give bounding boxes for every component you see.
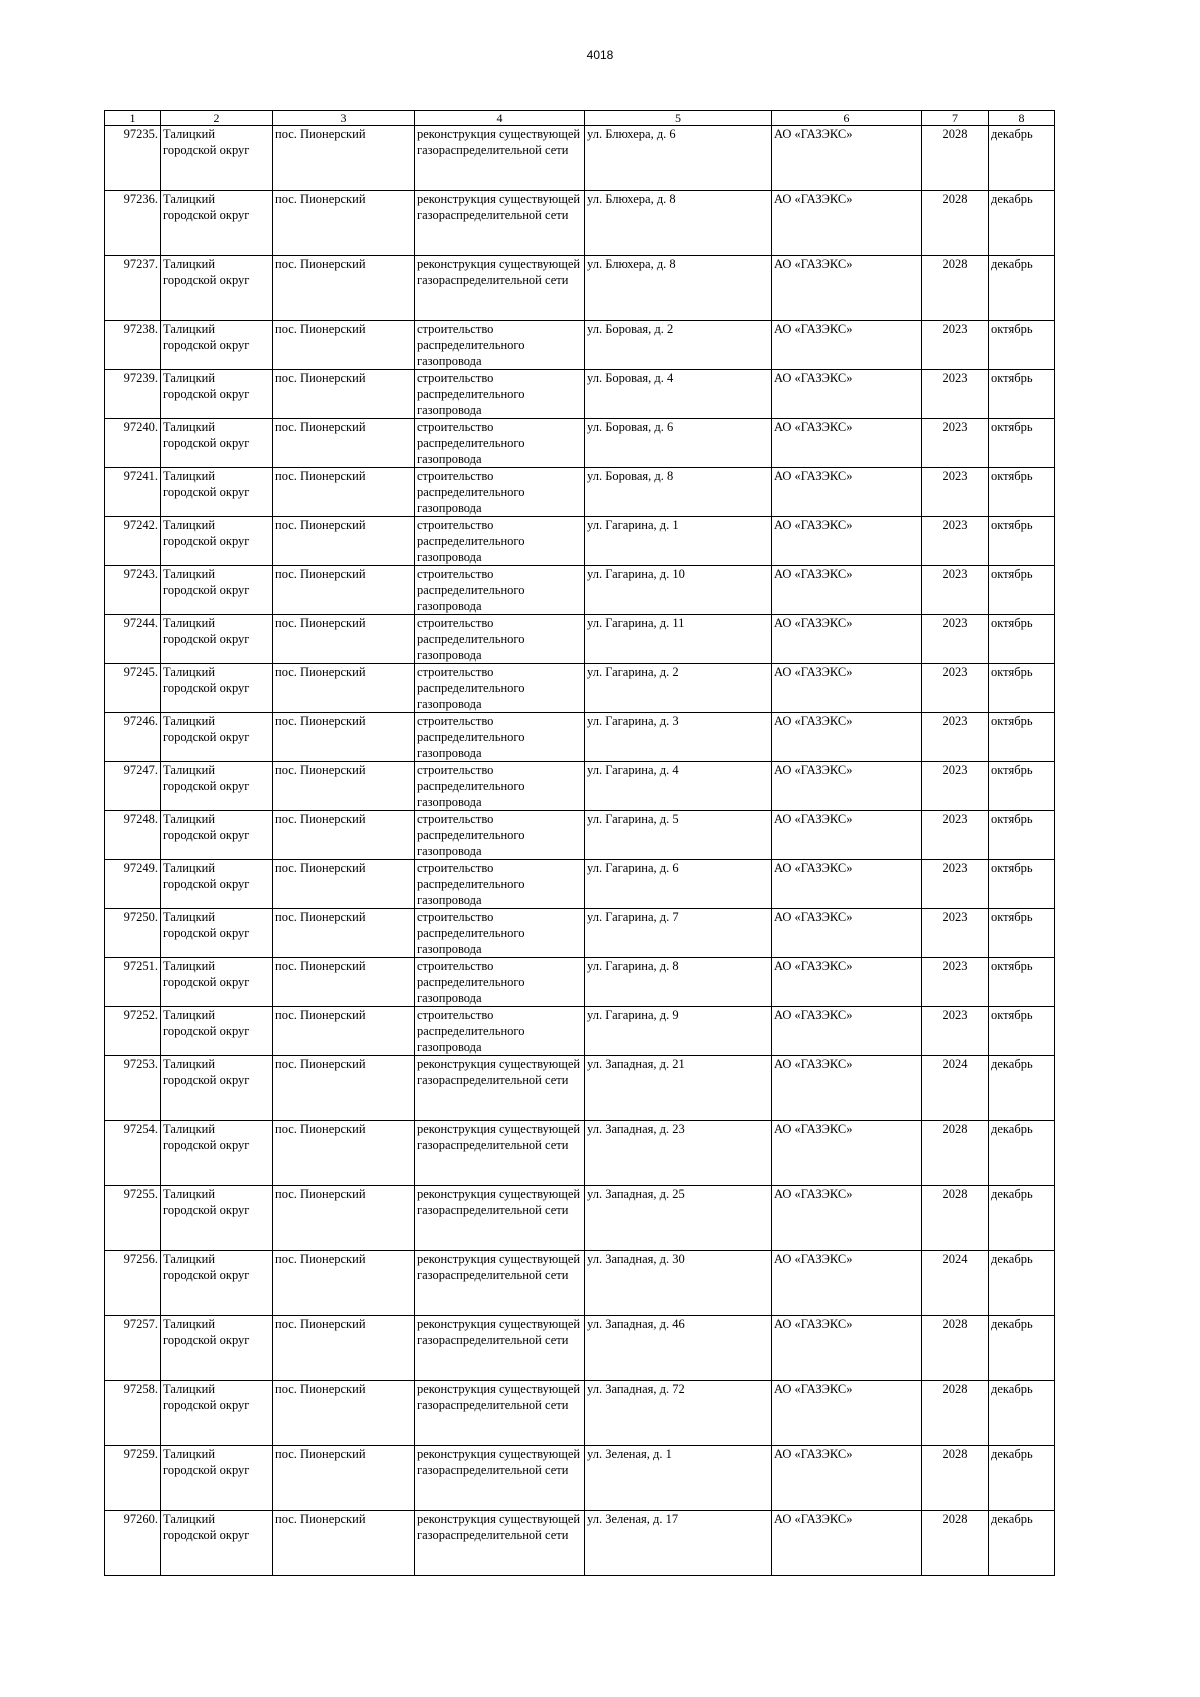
month-cell: декабрь	[989, 1121, 1055, 1186]
record-number: 97242.	[105, 517, 161, 566]
address-cell: ул. Блюхера, д. 8	[585, 256, 772, 321]
year-cell: 2024	[922, 1056, 989, 1121]
work-type-cell: реконструкция существующей газораспределительной сети	[415, 191, 585, 256]
month-cell: декабрь	[989, 1056, 1055, 1121]
month-cell: декабрь	[989, 1251, 1055, 1316]
locality-cell: пос. Пионерский	[273, 566, 415, 615]
table-row	[105, 664, 1055, 713]
work-type-cell: строительство распределительного газопровода	[415, 958, 585, 1007]
address-cell: ул. Зеленая, д. 1	[585, 1446, 772, 1511]
locality-cell: пос. Пионерский	[273, 713, 415, 762]
work-type-cell: строительство распределительного газопровода	[415, 321, 585, 370]
organization-cell: АО «ГАЗЭКС»	[772, 811, 922, 860]
year-cell: 2028	[922, 126, 989, 191]
record-number: 97253.	[105, 1056, 161, 1121]
work-type-cell: строительство распределительного газопровода	[415, 909, 585, 958]
address-cell: ул. Западная, д. 21	[585, 1056, 772, 1121]
work-type-cell: строительство распределительного газопровода	[415, 1007, 585, 1056]
table-row	[105, 1251, 1055, 1316]
year-cell: 2023	[922, 811, 989, 860]
locality-cell: пос. Пионерский	[273, 860, 415, 909]
year-cell: 2023	[922, 517, 989, 566]
organization-cell: АО «ГАЗЭКС»	[772, 664, 922, 713]
table-row	[105, 1186, 1055, 1251]
month-cell: декабрь	[989, 1381, 1055, 1446]
table-body	[105, 111, 1055, 1576]
record-number: 97237.	[105, 256, 161, 321]
year-cell: 2028	[922, 1381, 989, 1446]
record-number: 97256.	[105, 1251, 161, 1316]
record-number: 97244.	[105, 615, 161, 664]
table-row	[105, 419, 1055, 468]
record-number: 97245.	[105, 664, 161, 713]
column-number: 5	[585, 111, 772, 126]
year-cell: 2023	[922, 321, 989, 370]
address-cell: ул. Гагарина, д. 11	[585, 615, 772, 664]
table-row	[105, 191, 1055, 256]
district-cell: Талицкий городской округ	[161, 664, 273, 713]
table-row	[105, 1381, 1055, 1446]
record-number: 97260.	[105, 1511, 161, 1576]
month-cell: декабрь	[989, 256, 1055, 321]
table-row	[105, 468, 1055, 517]
month-cell: октябрь	[989, 958, 1055, 1007]
year-cell: 2023	[922, 762, 989, 811]
locality-cell: пос. Пионерский	[273, 811, 415, 860]
month-cell: октябрь	[989, 517, 1055, 566]
district-cell: Талицкий городской округ	[161, 909, 273, 958]
organization-cell: АО «ГАЗЭКС»	[772, 1007, 922, 1056]
table-row	[105, 1056, 1055, 1121]
record-number: 97252.	[105, 1007, 161, 1056]
month-cell: декабрь	[989, 191, 1055, 256]
district-cell: Талицкий городской округ	[161, 321, 273, 370]
year-cell: 2023	[922, 419, 989, 468]
locality-cell: пос. Пионерский	[273, 1186, 415, 1251]
locality-cell: пос. Пионерский	[273, 909, 415, 958]
work-type-cell: строительство распределительного газопровода	[415, 664, 585, 713]
record-number: 97249.	[105, 860, 161, 909]
record-number: 97236.	[105, 191, 161, 256]
organization-cell: АО «ГАЗЭКС»	[772, 909, 922, 958]
address-cell: ул. Боровая, д. 2	[585, 321, 772, 370]
work-type-cell: строительство распределительного газопровода	[415, 811, 585, 860]
year-cell: 2028	[922, 1121, 989, 1186]
month-cell: октябрь	[989, 566, 1055, 615]
address-cell: ул. Блюхера, д. 8	[585, 191, 772, 256]
district-cell: Талицкий городской округ	[161, 419, 273, 468]
address-cell: ул. Блюхера, д. 6	[585, 126, 772, 191]
district-cell: Талицкий городской округ	[161, 958, 273, 1007]
record-number: 97259.	[105, 1446, 161, 1511]
district-cell: Талицкий городской округ	[161, 713, 273, 762]
organization-cell: АО «ГАЗЭКС»	[772, 370, 922, 419]
work-type-cell: строительство распределительного газопровода	[415, 370, 585, 419]
district-cell: Талицкий городской округ	[161, 860, 273, 909]
table-row	[105, 713, 1055, 762]
organization-cell: АО «ГАЗЭКС»	[772, 1056, 922, 1121]
locality-cell: пос. Пионерский	[273, 615, 415, 664]
locality-cell: пос. Пионерский	[273, 419, 415, 468]
month-cell: октябрь	[989, 615, 1055, 664]
organization-cell: АО «ГАЗЭКС»	[772, 860, 922, 909]
organization-cell: АО «ГАЗЭКС»	[772, 566, 922, 615]
record-number: 97257.	[105, 1316, 161, 1381]
locality-cell: пос. Пионерский	[273, 321, 415, 370]
address-cell: ул. Гагарина, д. 8	[585, 958, 772, 1007]
address-cell: ул. Зеленая, д. 17	[585, 1511, 772, 1576]
table-row	[105, 958, 1055, 1007]
table-row	[105, 1316, 1055, 1381]
organization-cell: АО «ГАЗЭКС»	[772, 517, 922, 566]
month-cell: октябрь	[989, 811, 1055, 860]
locality-cell: пос. Пионерский	[273, 256, 415, 321]
organization-cell: АО «ГАЗЭКС»	[772, 1316, 922, 1381]
year-cell: 2023	[922, 664, 989, 713]
year-cell: 2023	[922, 713, 989, 762]
locality-cell: пос. Пионерский	[273, 762, 415, 811]
address-cell: ул. Гагарина, д. 6	[585, 860, 772, 909]
year-cell: 2028	[922, 256, 989, 321]
work-type-cell: реконструкция существующей газораспределительной сети	[415, 1316, 585, 1381]
locality-cell: пос. Пионерский	[273, 958, 415, 1007]
district-cell: Талицкий городской округ	[161, 1007, 273, 1056]
district-cell: Талицкий городской округ	[161, 1121, 273, 1186]
work-type-cell: реконструкция существующей газораспределительной сети	[415, 1186, 585, 1251]
organization-cell: АО «ГАЗЭКС»	[772, 762, 922, 811]
month-cell: октябрь	[989, 419, 1055, 468]
year-cell: 2023	[922, 860, 989, 909]
record-number: 97235.	[105, 126, 161, 191]
district-cell: Талицкий городской округ	[161, 370, 273, 419]
district-cell: Талицкий городской округ	[161, 1446, 273, 1511]
year-cell: 2023	[922, 958, 989, 1007]
work-type-cell: реконструкция существующей газораспределительной сети	[415, 1446, 585, 1511]
work-type-cell: строительство распределительного газопровода	[415, 615, 585, 664]
organization-cell: АО «ГАЗЭКС»	[772, 1511, 922, 1576]
work-type-cell: строительство распределительного газопровода	[415, 419, 585, 468]
address-cell: ул. Боровая, д. 6	[585, 419, 772, 468]
month-cell: октябрь	[989, 762, 1055, 811]
address-cell: ул. Западная, д. 30	[585, 1251, 772, 1316]
locality-cell: пос. Пионерский	[273, 370, 415, 419]
record-number: 97241.	[105, 468, 161, 517]
work-type-cell: строительство распределительного газопровода	[415, 762, 585, 811]
record-number: 97239.	[105, 370, 161, 419]
record-number: 97240.	[105, 419, 161, 468]
district-cell: Талицкий городской округ	[161, 1056, 273, 1121]
work-type-cell: строительство распределительного газопровода	[415, 517, 585, 566]
district-cell: Талицкий городской округ	[161, 1186, 273, 1251]
work-type-cell: реконструкция существующей газораспределительной сети	[415, 1381, 585, 1446]
year-cell: 2023	[922, 566, 989, 615]
locality-cell: пос. Пионерский	[273, 468, 415, 517]
month-cell: октябрь	[989, 860, 1055, 909]
address-cell: ул. Западная, д. 23	[585, 1121, 772, 1186]
year-cell: 2023	[922, 468, 989, 517]
locality-cell: пос. Пионерский	[273, 1121, 415, 1186]
record-number: 97251.	[105, 958, 161, 1007]
work-type-cell: строительство распределительного газопровода	[415, 468, 585, 517]
column-number-row	[105, 111, 1055, 126]
record-number: 97255.	[105, 1186, 161, 1251]
address-cell: ул. Гагарина, д. 10	[585, 566, 772, 615]
organization-cell: АО «ГАЗЭКС»	[772, 1381, 922, 1446]
record-number: 97246.	[105, 713, 161, 762]
organization-cell: АО «ГАЗЭКС»	[772, 713, 922, 762]
record-number: 97247.	[105, 762, 161, 811]
record-number: 97238.	[105, 321, 161, 370]
year-cell: 2023	[922, 370, 989, 419]
locality-cell: пос. Пионерский	[273, 1007, 415, 1056]
record-number: 97250.	[105, 909, 161, 958]
record-number: 97248.	[105, 811, 161, 860]
table-row	[105, 321, 1055, 370]
year-cell: 2028	[922, 191, 989, 256]
address-cell: ул. Гагарина, д. 9	[585, 1007, 772, 1056]
year-cell: 2028	[922, 1186, 989, 1251]
month-cell: октябрь	[989, 713, 1055, 762]
district-cell: Талицкий городской округ	[161, 126, 273, 191]
address-cell: ул. Гагарина, д. 4	[585, 762, 772, 811]
year-cell: 2024	[922, 1251, 989, 1316]
address-cell: ул. Западная, д. 72	[585, 1381, 772, 1446]
page-number: 4018	[586, 48, 614, 62]
work-type-cell: строительство распределительного газопровода	[415, 860, 585, 909]
table-row	[105, 811, 1055, 860]
work-type-cell: строительство распределительного газопровода	[415, 566, 585, 615]
locality-cell: пос. Пионерский	[273, 1316, 415, 1381]
table-row	[105, 860, 1055, 909]
address-cell: ул. Гагарина, д. 7	[585, 909, 772, 958]
organization-cell: АО «ГАЗЭКС»	[772, 1121, 922, 1186]
district-cell: Талицкий городской округ	[161, 1251, 273, 1316]
month-cell: декабрь	[989, 1186, 1055, 1251]
column-number: 8	[989, 111, 1055, 126]
year-cell: 2023	[922, 1007, 989, 1056]
month-cell: октябрь	[989, 664, 1055, 713]
district-cell: Талицкий городской округ	[161, 1381, 273, 1446]
district-cell: Талицкий городской округ	[161, 1511, 273, 1576]
column-number: 4	[415, 111, 585, 126]
month-cell: декабрь	[989, 126, 1055, 191]
organization-cell: АО «ГАЗЭКС»	[772, 256, 922, 321]
record-number: 97243.	[105, 566, 161, 615]
organization-cell: АО «ГАЗЭКС»	[772, 191, 922, 256]
record-number: 97258.	[105, 1381, 161, 1446]
year-cell: 2028	[922, 1511, 989, 1576]
organization-cell: АО «ГАЗЭКС»	[772, 1186, 922, 1251]
organization-cell: АО «ГАЗЭКС»	[772, 1251, 922, 1316]
locality-cell: пос. Пионерский	[273, 191, 415, 256]
month-cell: октябрь	[989, 909, 1055, 958]
district-cell: Талицкий городской округ	[161, 566, 273, 615]
month-cell: декабрь	[989, 1316, 1055, 1381]
organization-cell: АО «ГАЗЭКС»	[772, 321, 922, 370]
district-cell: Талицкий городской округ	[161, 468, 273, 517]
locality-cell: пос. Пионерский	[273, 1381, 415, 1446]
year-cell: 2028	[922, 1316, 989, 1381]
address-cell: ул. Гагарина, д. 2	[585, 664, 772, 713]
organization-cell: АО «ГАЗЭКС»	[772, 419, 922, 468]
month-cell: октябрь	[989, 321, 1055, 370]
year-cell: 2028	[922, 1446, 989, 1511]
district-cell: Талицкий городской округ	[161, 762, 273, 811]
district-cell: Талицкий городской округ	[161, 811, 273, 860]
work-type-cell: реконструкция существующей газораспределительной сети	[415, 1511, 585, 1576]
locality-cell: пос. Пионерский	[273, 126, 415, 191]
table-row	[105, 517, 1055, 566]
address-cell: ул. Западная, д. 25	[585, 1186, 772, 1251]
table-row	[105, 1446, 1055, 1511]
address-cell: ул. Гагарина, д. 3	[585, 713, 772, 762]
locality-cell: пос. Пионерский	[273, 517, 415, 566]
record-number: 97254.	[105, 1121, 161, 1186]
address-cell: ул. Боровая, д. 8	[585, 468, 772, 517]
table-row	[105, 370, 1055, 419]
organization-cell: АО «ГАЗЭКС»	[772, 126, 922, 191]
table-row	[105, 566, 1055, 615]
district-cell: Талицкий городской округ	[161, 191, 273, 256]
column-number: 6	[772, 111, 922, 126]
work-type-cell: реконструкция существующей газораспределительной сети	[415, 256, 585, 321]
locality-cell: пос. Пионерский	[273, 664, 415, 713]
month-cell: октябрь	[989, 468, 1055, 517]
district-cell: Талицкий городской округ	[161, 256, 273, 321]
organization-cell: АО «ГАЗЭКС»	[772, 468, 922, 517]
month-cell: декабрь	[989, 1511, 1055, 1576]
organization-cell: АО «ГАЗЭКС»	[772, 958, 922, 1007]
month-cell: октябрь	[989, 370, 1055, 419]
column-number: 7	[922, 111, 989, 126]
table-row	[105, 256, 1055, 321]
column-number: 3	[273, 111, 415, 126]
address-cell: ул. Западная, д. 46	[585, 1316, 772, 1381]
year-cell: 2023	[922, 909, 989, 958]
table-row	[105, 126, 1055, 191]
address-cell: ул. Гагарина, д. 5	[585, 811, 772, 860]
address-cell: ул. Боровая, д. 4	[585, 370, 772, 419]
organization-cell: АО «ГАЗЭКС»	[772, 615, 922, 664]
locality-cell: пос. Пионерский	[273, 1056, 415, 1121]
column-number: 2	[161, 111, 273, 126]
month-cell: декабрь	[989, 1446, 1055, 1511]
address-cell: ул. Гагарина, д. 1	[585, 517, 772, 566]
table-row	[105, 762, 1055, 811]
organization-cell: АО «ГАЗЭКС»	[772, 1446, 922, 1511]
table-row	[105, 1007, 1055, 1056]
work-type-cell: реконструкция существующей газораспределительной сети	[415, 1251, 585, 1316]
table-row	[105, 615, 1055, 664]
month-cell: октябрь	[989, 1007, 1055, 1056]
table-row	[105, 909, 1055, 958]
district-cell: Талицкий городской округ	[161, 1316, 273, 1381]
column-number: 1	[105, 111, 161, 126]
locality-cell: пос. Пионерский	[273, 1251, 415, 1316]
work-type-cell: строительство распределительного газопровода	[415, 713, 585, 762]
work-type-cell: реконструкция существующей газораспределительной сети	[415, 1056, 585, 1121]
work-type-cell: реконструкция существующей газораспределительной сети	[415, 1121, 585, 1186]
work-type-cell: реконструкция существующей газораспределительной сети	[415, 126, 585, 191]
year-cell: 2023	[922, 615, 989, 664]
locality-cell: пос. Пионерский	[273, 1511, 415, 1576]
locality-cell: пос. Пионерский	[273, 1446, 415, 1511]
table-row	[105, 1121, 1055, 1186]
table-row	[105, 1511, 1055, 1576]
district-cell: Талицкий городской округ	[161, 615, 273, 664]
district-cell: Талицкий городской округ	[161, 517, 273, 566]
register-table	[104, 110, 1055, 1576]
